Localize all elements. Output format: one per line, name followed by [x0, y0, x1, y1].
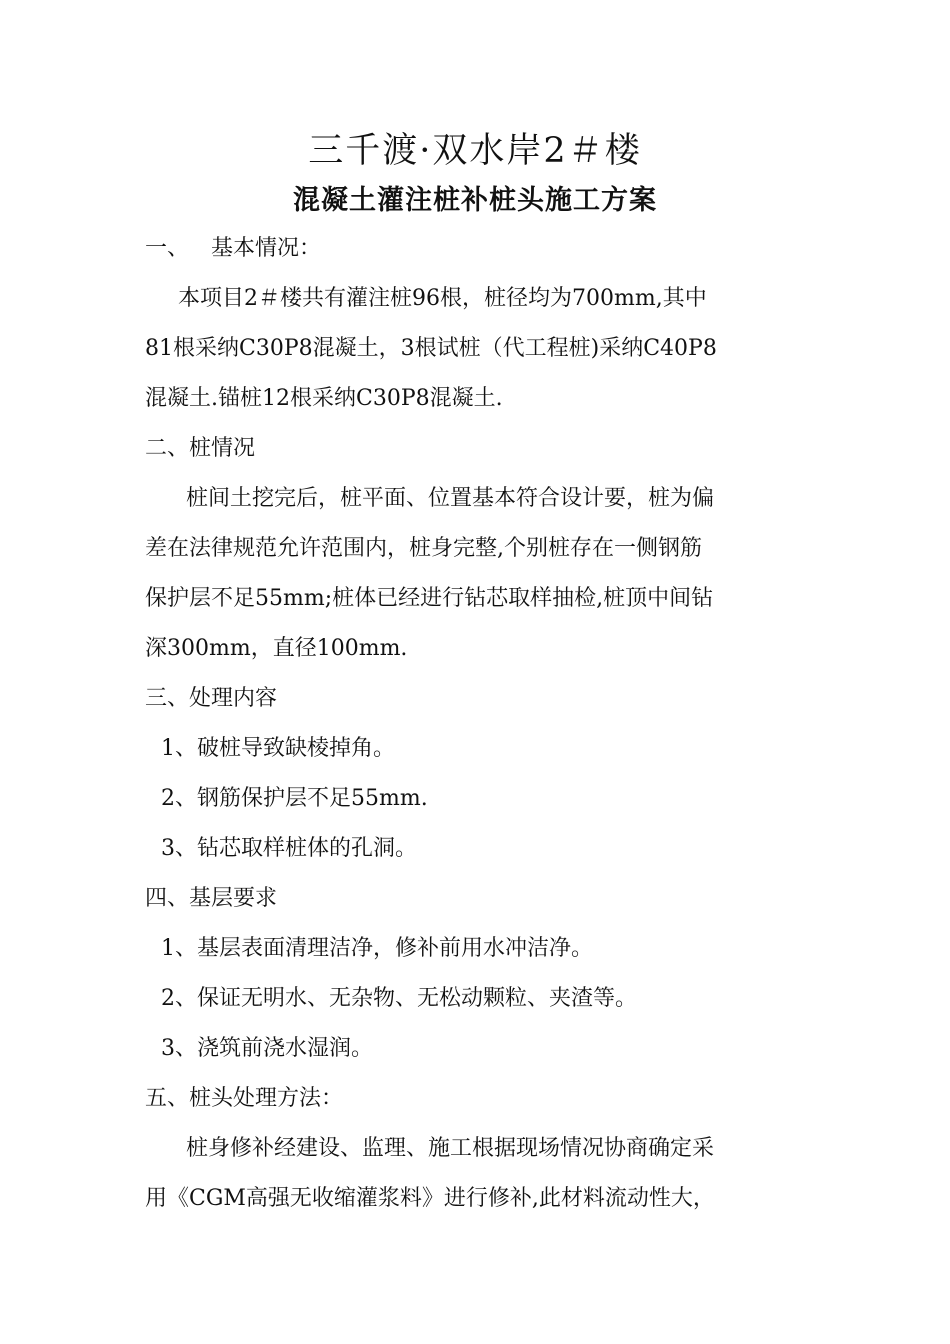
- section-heading-pile-status: 二、桩情况: [145, 436, 256, 461]
- section-heading-pile-head-method: 五、桩头处理方法：: [145, 1086, 344, 1111]
- section-heading-treatment-content: 三、处理内容: [145, 686, 278, 711]
- list-item: 3、钻芯取样桩体的孔洞。: [161, 836, 417, 861]
- paragraph-line: 混凝土.锚桩12根采纳C30P8混凝土.: [145, 386, 503, 411]
- paragraph-line: 差在法律规范允许范围内，桩身完整,个别桩存在一侧钢筋: [145, 536, 702, 561]
- paragraph-line: 用《CGM高强无收缩灌浆料》进行修补,此材料流动性大，: [145, 1186, 715, 1211]
- paragraph-line: 本项目2＃楼共有灌注桩96根，桩径均为700mm,其中: [178, 286, 707, 311]
- list-item: 3、浇筑前浇水湿润。: [161, 1036, 373, 1061]
- list-item: 2、保证无明水、无杂物、无松动颗粒、夹渣等。: [161, 986, 637, 1011]
- section-heading-basic-info: [145, 234, 815, 264]
- document-title: 三千渡·双水岸2＃楼: [308, 131, 642, 171]
- paragraph-line: 保护层不足55mm;桩体已经进行钻芯取样抽检,桩顶中间钻: [145, 586, 714, 611]
- paragraph-line: 桩身修补经建设、监理、施工根据现场情况协商确定采: [186, 1136, 715, 1161]
- list-item: 2、钢筋保护层不足55mm.: [161, 786, 428, 811]
- paragraph-line: 81根采纳C30P8混凝土，3根试桩（代工程桩)采纳C40P8: [145, 336, 717, 361]
- section-heading-base-requirements: 四、基层要求: [145, 886, 278, 911]
- section-number: 一、: [145, 236, 190, 261]
- paragraph-line: 深300mm，直径100mm.: [145, 636, 408, 661]
- document-subtitle: 混凝土灌注桩补桩头施工方案: [293, 185, 657, 216]
- list-item: 1、破桩导致缺棱掉角。: [161, 736, 395, 761]
- paragraph-line: 桩间土挖完后，桩平面、位置基本符合设计要，桩为偏: [186, 486, 715, 511]
- section-heading-text: 基本情况：: [211, 236, 322, 261]
- list-item: 1、基层表面清理洁净，修补前用水冲洁净。: [161, 936, 593, 961]
